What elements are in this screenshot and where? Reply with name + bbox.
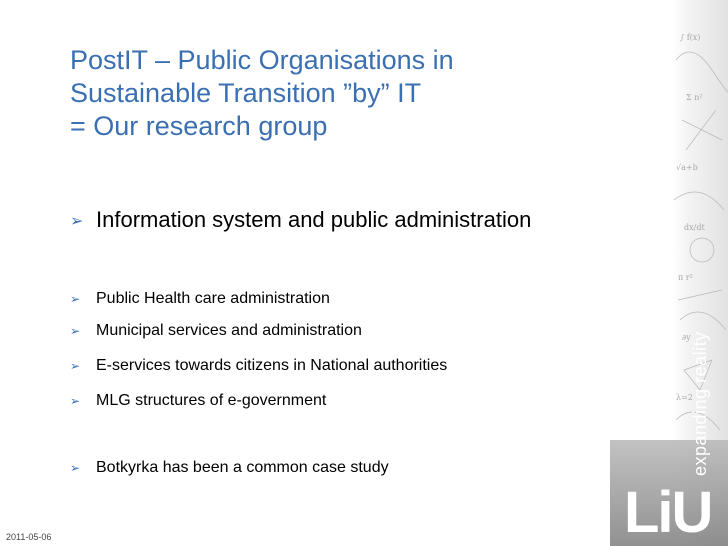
svg-text:∫ f(x): ∫ f(x) — [680, 33, 701, 42]
svg-text:∂y: ∂y — [682, 333, 691, 342]
arrowhead-bullet-icon: ➢ — [70, 324, 81, 338]
list-item-text: MLG structures of e-government — [96, 392, 327, 409]
arrowhead-bullet-icon: ➢ — [70, 359, 81, 373]
list-item — [70, 357, 447, 375]
final-bullet — [70, 459, 389, 477]
list-item — [70, 392, 326, 410]
slide-date: 2011-05-06 — [6, 532, 52, 542]
svg-text:dx/dt: dx/dt — [684, 223, 705, 232]
arrowhead-bullet-icon: ➢ — [70, 461, 81, 475]
list-item-text: E-services towards citizens in National authorities — [96, 357, 448, 374]
svg-text:Σ n²: Σ n² — [686, 93, 703, 102]
final-bullet-text: Botkyrka has been a common case study — [96, 459, 389, 476]
title-line-2: Sustainable Transition ”by” IT — [70, 78, 422, 108]
svg-text:π r²: π r² — [678, 273, 693, 282]
list-item-text: Public Health care administration — [96, 290, 330, 307]
main-bullet — [70, 207, 531, 233]
arrowhead-bullet-icon: ➢ — [70, 210, 84, 230]
main-bullet-text: Information system and public administration — [96, 207, 532, 232]
svg-text:√a+b: √a+b — [676, 163, 698, 172]
arrowhead-bullet-icon: ➢ — [70, 292, 81, 306]
title-line-3: = Our research group — [70, 111, 328, 141]
list-item — [70, 290, 330, 308]
slide-title — [70, 44, 630, 143]
tagline: expanding reality — [690, 331, 710, 476]
arrowhead-bullet-icon: ➢ — [70, 394, 81, 408]
list-item — [70, 322, 362, 340]
title-line-1: PostIT – Public Organisations in — [70, 45, 454, 75]
svg-text:λ=2: λ=2 — [676, 393, 693, 402]
list-item-text: Municipal services and administration — [96, 322, 362, 339]
logo-text: LiU — [624, 480, 712, 545]
